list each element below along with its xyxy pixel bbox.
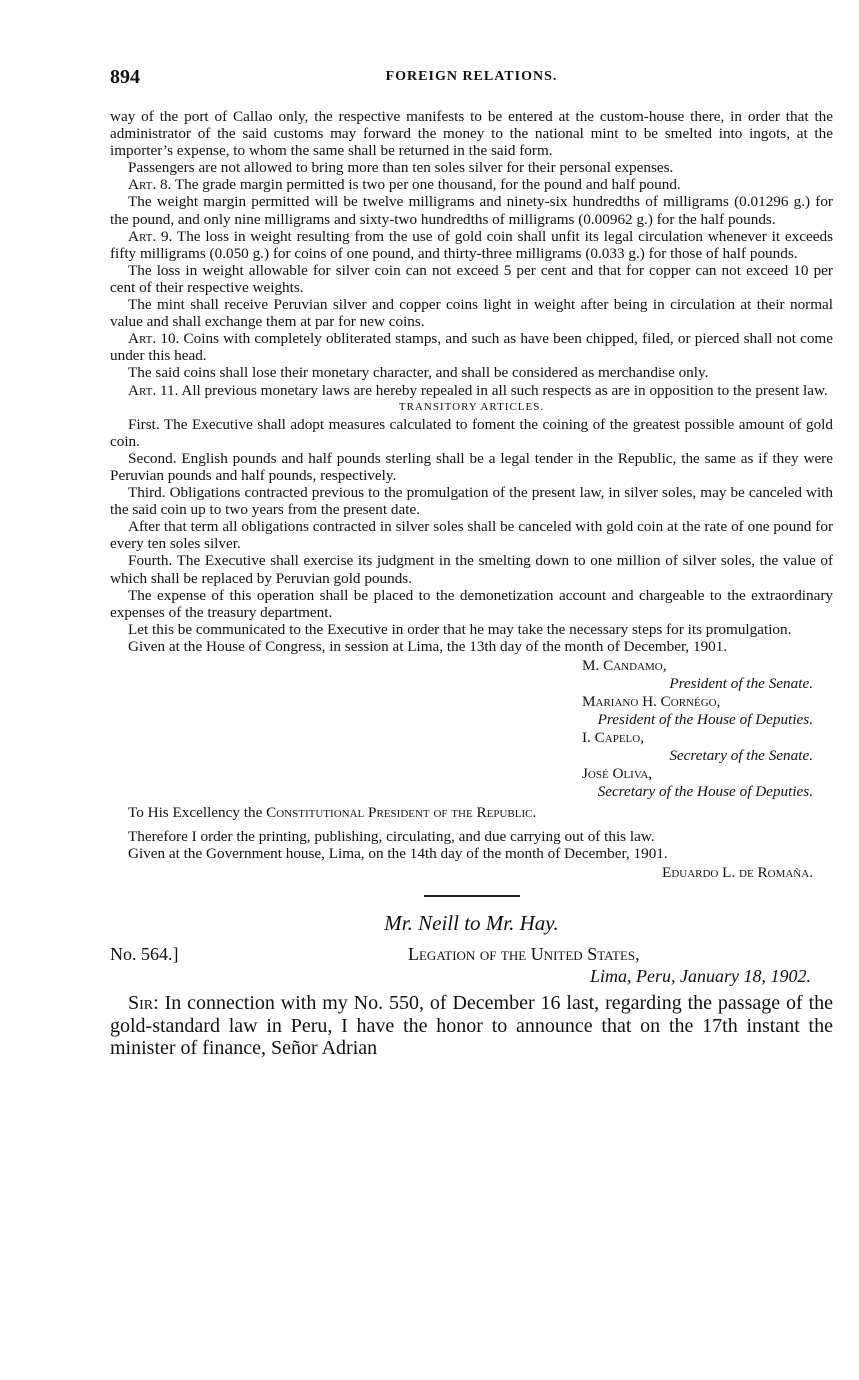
page-header [110, 66, 833, 92]
transitory-paragraph: After that term all obligations contracted in silver soles shall be canceled with gold coin at the rate of one pound for every ten soles silver. [110, 518, 833, 553]
running-title: FOREIGN RELATIONS. [385, 69, 558, 84]
signatory-name: I. Capelo, [582, 729, 645, 746]
order-paragraph: Therefore I order the printing, publishing, circulating, and due carrying out of this law. [128, 828, 655, 846]
paragraph: The weight margin permitted will be twelve milligrams and ninety-six hundredths of milligrams (0.01296 g.) for the pound, and only nine milligrams and sixty-two hundredths of milligrams (0.00962 g.) for the half pounds. [110, 193, 833, 228]
letter-header-row [110, 946, 833, 992]
article-label: Art. 9. [128, 227, 173, 245]
page-body [110, 108, 833, 1060]
place-date: Lima, Peru, January 18, 1902. [590, 966, 811, 987]
transitory-paragraph: Given at the House of Congress, in session at Lima, the 13th day of the month of December, 1901. [128, 637, 728, 655]
article-label: Art. 11. [128, 381, 179, 399]
section-heading: TRANSITORY ARTICLES. [398, 400, 545, 413]
address-recipient: Constitutional President of the Republic. [266, 804, 537, 821]
signature-block [110, 657, 833, 800]
order-paragraph: Given at the Government house, Lima, on the 14th day of the month of December, 1901. [128, 845, 668, 863]
salutation: Sir: [128, 992, 159, 1015]
paragraph: Art. 10. Coins with completely obliterated stamps, and such as have been chipped, filed, or pierced shall not come under this head. [110, 330, 833, 365]
signatory-name: Mariano H. Cornégo, [582, 693, 721, 710]
letter-heading: Mr. Neill to Mr. Hay. [384, 911, 559, 936]
article-label: Art. 8. [128, 176, 172, 194]
address-line: To His Excellency the Constitutional President of the Republic. [128, 804, 537, 821]
letter-body: Sir: In connection with my No. 550, of December 16 last, regarding the passage of the gold-standard law in Peru, I have the honor to announce that on the 17th instant the minister of finance, Señor Adrian [110, 992, 833, 1060]
page-number: 894 [110, 66, 140, 88]
transitory-paragraph: Let this be communicated to the Executive in order that he may take the necessary steps for its promulgation. [128, 620, 792, 638]
signatory-title: Secretary of the Senate. [669, 747, 813, 764]
paragraph: way of the port of Callao only, the respective manifests to be entered at the custom-house there, in order that the administrator of the said customs may forward the money to the national mint to be smelted into ingots, at the importer’s expense, to whom the same shall be returned in the said form. [110, 108, 833, 160]
transitory-paragraph: Fourth. The Executive shall exercise its judgment in the smelting down to one million of silver soles, the value of which shall be replaced by Peruvian gold pounds. [110, 552, 833, 587]
legation-line: Legation of the United States, [408, 944, 640, 965]
paragraph: The said coins shall lose their monetary character, and shall be considered as merchandise only. [128, 364, 709, 382]
signatory-title: Secretary of the House of Deputies. [597, 783, 813, 800]
closing-signature: Eduardo L. de Romaña. [662, 864, 813, 882]
signatory-title: President of the House of Deputies. [597, 711, 813, 728]
transitory-paragraph: Second. English pounds and half pounds sterling shall be a legal tender in the Republic, the same as if they were Peruvian pounds and half pounds, respectively. [110, 449, 833, 484]
divider-rule [424, 895, 520, 897]
paragraph: Art. 8. The grade margin permitted is two per one thousand, for the pound and half pound. [128, 176, 681, 194]
paragraph: Passengers are not allowed to bring more than ten soles silver for their personal expenses. [128, 159, 674, 177]
transitory-paragraph: First. The Executive shall adopt measures calculated to foment the coining of the greatest possible amount of gold coin. [110, 415, 833, 450]
paragraph: The mint shall receive Peruvian silver and copper coins light in weight after being in circulation at their normal value and shall exchange them at par for new coins. [110, 296, 833, 331]
paragraph: The loss in weight allowable for silver coin can not exceed 5 per cent and that for copper can not exceed 10 per cent of their respective weights. [110, 261, 833, 296]
paragraph: Art. 9. The loss in weight resulting from the use of gold coin shall unfit its legal circulation whenever it exceeds fifty milligrams (0.050 g.) for coins of one pound, and thirty-three milligrams (0.033 g.) for those of half pounds. [110, 227, 833, 262]
article-label: Art. 10. [128, 330, 180, 348]
signatory-name: M. Candamo, [582, 657, 667, 674]
despatch-number: No. 564.] [110, 944, 179, 965]
paragraph: Art. 11. All previous monetary laws are hereby repealed in all such respects as are in opposition to the present law. [128, 381, 828, 399]
signatory-name: José Oliva, [582, 765, 653, 782]
signatory-title: President of the Senate. [669, 675, 813, 692]
transitory-paragraph: Third. Obligations contracted previous to the promulgation of the present law, in silver soles, may be canceled with the said coin up to two years from the present date. [110, 484, 833, 519]
transitory-paragraph: The expense of this operation shall be placed to the demonetization account and chargeable to the extraordinary expenses of the treasury department. [110, 586, 833, 621]
